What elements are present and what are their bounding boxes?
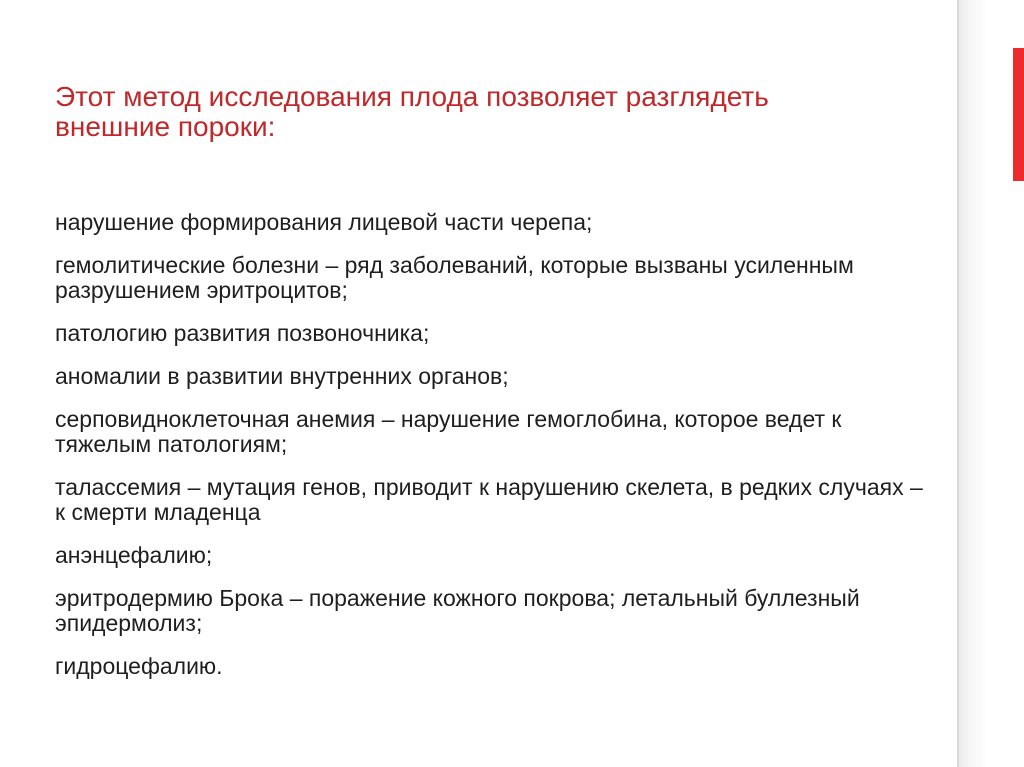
red-accent-bar: [1013, 48, 1024, 181]
list-item: аномалии в развитии внутренних органов;: [55, 363, 509, 389]
slide-title: Этот метод исследования плода позволяет разглядеть внешние пороки:: [55, 81, 769, 142]
page-border-line: [957, 0, 959, 767]
list-item: патологию развития позвоночника;: [55, 320, 430, 346]
list-item: гидроцефалию.: [55, 653, 223, 679]
list-item: талассемия – мутация генов, приводит к нарушению скелета, в редких случаях – к смерти младенца: [55, 474, 923, 525]
list-item: серповидноклеточная анемия – нарушение гемоглобина, которое ведет к тяжелым патологиям;: [55, 406, 842, 457]
list-item: эритродермию Брока – поражение кожного покрова; летальный буллезный эпидермолиз;: [55, 585, 860, 636]
list-item: нарушение формирования лицевой части черепа;: [55, 209, 593, 235]
list-item: гемолитические болезни – ряд заболеваний, которые вызваны усиленным разрушением эритроцитов;: [55, 252, 854, 303]
list-item: анэнцефалию;: [55, 542, 213, 568]
defects-list: [55, 210, 935, 697]
